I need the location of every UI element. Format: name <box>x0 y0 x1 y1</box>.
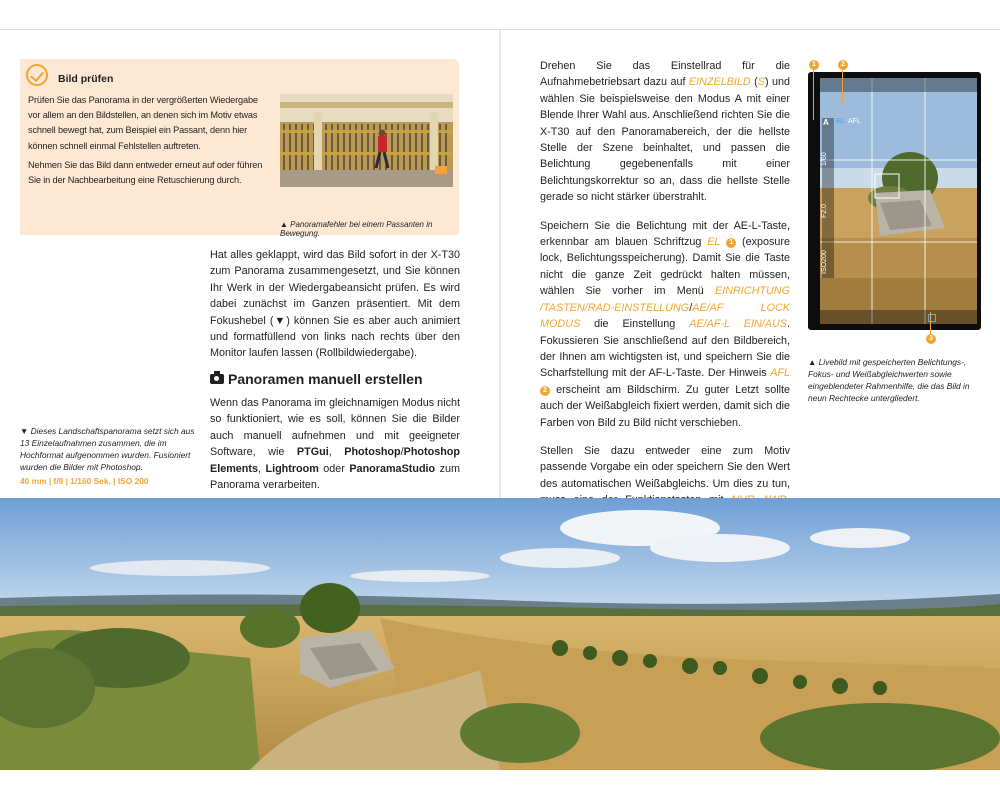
menu-term: AFL <box>770 367 790 380</box>
text-run: ( <box>750 76 758 89</box>
palace-gate-image <box>280 94 453 187</box>
text-run: Drehen Sie das Einstellrad für die Aufnahmebetriebsart dazu auf <box>540 60 790 89</box>
paragraph <box>540 58 790 206</box>
menu-term: AE/AF LOCK MODUS <box>540 301 790 331</box>
camera-icon <box>210 374 224 384</box>
text-run: . Fokussieren Sie anschließend auf den Bildbereich, der Ihnen am wichtigsten ist, und speichern Sie die Scharfstellung mit der AF-L-Taste. Der Hinweis <box>540 318 790 380</box>
menu-term: /TASTEN/RAD-EINSTELLUNG <box>540 301 690 314</box>
tip-text <box>28 93 270 188</box>
section-heading <box>210 371 423 387</box>
callout-number-2: 2 <box>540 386 550 396</box>
iso-readout: ISO200 <box>821 250 828 274</box>
text-run: , <box>258 462 266 475</box>
callout-1: 1 <box>809 60 819 70</box>
text-run: ) und wählen Sie beispielsweise den Modus A mit einer Blende Ihrer Wahl aus. Anschließend richten Sie die X-T30 auf den Panoramabereich, der die hellste Stelle der Szene beinhaltet, und passen die Belichtung gegebenenfalls mit einer Belichtungskorrektur so an, dass die hellste Stelle gerade so nicht stärker überstrahlt. <box>540 76 790 204</box>
exif-data: 40 mm | f/9 | 1/160 Sek. | ISO 200 <box>20 476 149 486</box>
panorama-image <box>0 498 1000 770</box>
tip-photo-caption: ▲ Panoramafehler bei einem Passanten in Bewegung. <box>280 220 433 238</box>
shutter-readout: 1/60 <box>821 152 828 166</box>
software-name: PTGui <box>296 446 329 459</box>
text-run: Stellen Sie dazu entweder eine zum Motiv passende Vorgabe ein oder speichern Sie den Wert des automatischen Weißabgleichs. Um dies zu tun, <box>540 444 790 490</box>
text-run: erscheint am Bildschirm. Zu guter Letzt sollte auch der Weißabgleich fixiert werden, damit sich die Farben von Bild zu Bild nicht verschieben. <box>540 383 790 429</box>
tip-paragraph: Nehmen Sie das Bild dann entweder erneut auf oder führen Sie in der Nachbearbeitung eine Retuschierung durch. <box>28 159 263 186</box>
tip-photo-caption-text: Panoramafehler bei einem Passanten in Bewegung. <box>280 220 433 238</box>
callout-line <box>813 64 814 120</box>
camera-lcd <box>808 61 981 342</box>
checkmark-icon <box>26 64 48 86</box>
text-run: die Einstellung <box>580 318 690 331</box>
text-run: Speichern Sie die Belichtung mit der AE-L-Taste, erkennbar am blauen Schriftzug <box>540 219 790 249</box>
text-run: (exposure lock, Belichtungsspeicherung). Damit Sie die Taste nicht die ganze Zeit gedrückt halten müssen, wählen Sie vorher im Menü <box>540 236 791 298</box>
tip-box <box>20 59 459 238</box>
text-run: oder <box>318 462 350 475</box>
right-text-column <box>540 58 790 541</box>
callout-2: 2 <box>838 60 848 70</box>
intro-paragraph: Hat alles geklappt, wird das Bild sofort in der X-T30 zum Panorama zusammengesetzt, und Sie können Ihr Werk in der Wiedergabeansicht prüfen. Es wird dabei zunächst im Ganzen präsentiert. Mit dem Fokushebel (▼) können Sie es aber auch animiert und formatfüllend von links nach rechts über den Monitor laufen lassen (Rollbildwiedergabe). <box>210 249 460 360</box>
tip-paragraph: Prüfen Sie das Panorama in der vergrößerten Wiedergabe vor allem an den Bildstellen, an denen sich im Motiv etwas schnell bewegt hat, zum Beispiel ein Passant, denn hier können schnell einmal Fehlstellen auftreten. <box>28 95 258 151</box>
menu-term: EINRICHTUNG <box>715 285 790 298</box>
text-run: zum Panorama verarbeiten. <box>210 462 461 492</box>
callout-number-1: 1 <box>726 238 736 248</box>
live-view-image <box>820 78 977 324</box>
callout-line <box>930 312 931 336</box>
menu-term: EINZELBILD <box>688 76 751 89</box>
tip-title: Bild prüfen <box>58 73 114 85</box>
software-name: Lightroom <box>265 462 319 475</box>
section-heading-text: Panoramen manuell erstellen <box>228 371 423 387</box>
passerby-photo <box>280 94 453 187</box>
ael-indicator: EL <box>836 118 845 125</box>
text-run: / <box>689 301 693 314</box>
live-view-screen <box>820 78 977 324</box>
afl-indicator: AFL <box>848 118 861 125</box>
menu-term: AE/AF-L EIN/AUS <box>689 318 787 331</box>
software-name: PanoramaStudio <box>349 462 436 475</box>
software-name: Photoshop <box>344 446 401 459</box>
manual-panorama-paragraph <box>210 395 460 493</box>
menu-term: S <box>757 76 765 89</box>
software-name: Photoshop Elements <box>210 446 460 475</box>
paragraph <box>540 218 790 431</box>
landscape-panorama <box>0 498 1000 770</box>
lcd-caption: ▲ Livebild mit gespeicherten Belichtungs-, Fokus- und Weißabgleichwerten sowie eingeblendeter Rahmenhilfe, die das Bild in neun Rechtecke untergliedert. <box>808 357 970 403</box>
text-run: / <box>400 446 404 459</box>
panorama-caption: ▼ Dieses Landschaftspanorama setzt sich aus 13 Einzelaufnahmen zusammen, die im Hochformat aufgenommen wurden. Fusioniert wurden die Bilder mit Photoshop. <box>20 426 195 472</box>
mode-indicator: A <box>823 118 829 127</box>
aperture-readout: F2.0 <box>821 203 828 218</box>
menu-term: EL <box>707 236 721 249</box>
callout-line <box>842 64 843 104</box>
text-run: , <box>328 446 345 459</box>
callout-3: 3 <box>926 334 936 344</box>
text-run: Wenn das Panorama im gleichnamigen Modus nicht so funktioniert, wie es soll, können Sie die Bilder auch manuell aufnehmen und mit geeigneter Software, wie <box>210 397 460 459</box>
